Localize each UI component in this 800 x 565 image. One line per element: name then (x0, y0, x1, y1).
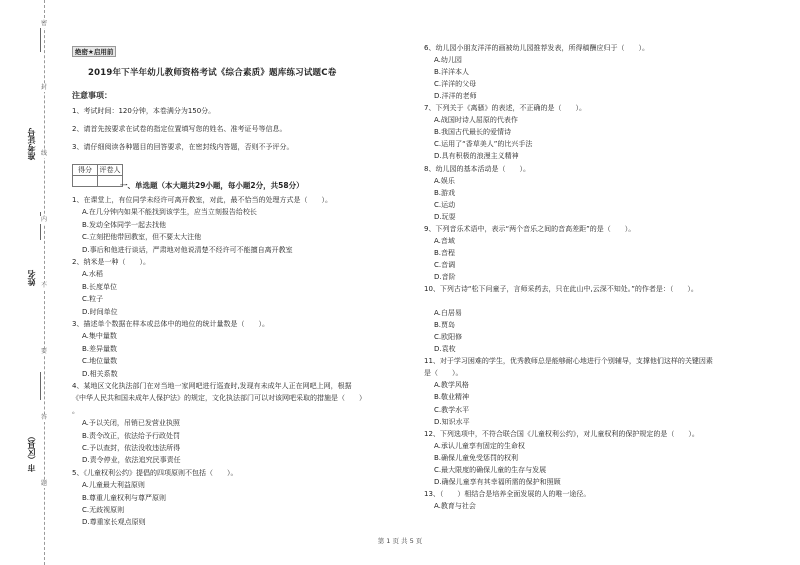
answer-option: B.音程 (434, 248, 456, 257)
page-footer: 第 1 页 共 5 页 (377, 537, 423, 545)
answer-option: B.差异量数 (82, 344, 118, 353)
question-line: 。 (72, 406, 79, 415)
answer-option: A.承认儿童享有固定的生命权 (434, 441, 525, 450)
district-label: 市（区县） (27, 432, 36, 472)
answer-option: B.贾岛 (434, 321, 456, 330)
question-line: 7、下列关于《离骚》的表述，不正确的是（ ）。 (424, 104, 586, 113)
answer-option: C.运用了“香草美人”的比兴手法 (434, 140, 533, 149)
question-line: 4、某地区文化执法部门在对当地一家网吧进行巡查时,发现有未成年人正在网吧上网，根据 (72, 382, 352, 390)
answer-option: D.尊重家长观点原则 (82, 518, 146, 527)
answer-option: C.立刻把他带回教室，但不要太大注他 (82, 233, 202, 242)
section-title: 一、单选题（本大题共29小题，每小题2分，共58分） (120, 181, 304, 190)
answer-option: D.相关系数 (82, 369, 118, 378)
answer-option: D.玩耍 (434, 212, 456, 221)
seal-char: 内 (38, 216, 50, 224)
answer-option: B.敬业精神 (434, 393, 470, 402)
question-line: 2、纳米是一种（ ）。 (72, 258, 150, 266)
question-line: 12、下列选项中，不符合联合国《儿童权利公约》，对儿童权利的保护规定的是（ ）。 (424, 429, 699, 438)
answer-option: A.音域 (434, 236, 455, 245)
answer-option: D.洋洋的老师 (434, 92, 477, 101)
answer-option: C.音调 (434, 260, 456, 269)
score-cell (73, 176, 98, 187)
notice-item: 1、考试时间：120分钟，本卷满分为150分。 (72, 107, 216, 115)
answer-option: C.洋洋的父母 (434, 80, 477, 89)
answer-option: A.予以关闭，吊销已发营业执照 (82, 419, 180, 428)
answer-option: A.儿童最大利益原则 (82, 481, 145, 490)
answer-option: B.尊重儿童权利与尊严原则 (82, 493, 167, 502)
answer-option: C.教学水平 (434, 405, 470, 414)
answer-option: B.确保儿童免受惩罚的权利 (434, 453, 519, 462)
answer-option: C.最大限度的确保儿童的生存与发展 (434, 465, 547, 474)
answer-option: C.欧阳修 (434, 333, 463, 342)
question-line: 3、描述单个数据在样本或总体中的地位的统计量数是（ ）。 (72, 320, 269, 328)
answer-option: D.确保儿童享有其幸福所需的保护和照顾 (434, 477, 561, 486)
binding-strip (0, 0, 58, 565)
answer-option: D.责令停业，依法追究民事责任 (82, 456, 181, 465)
question-line: 8、幼儿园的基本活动是（ ）。 (424, 164, 530, 173)
answer-option: C.予以查封，依法没收违法所得 (82, 444, 181, 452)
answer-option: D.知识水平 (434, 417, 470, 426)
answer-option: D.事后和他进行谈话，严肃地对他说清楚不经许可不能擅自离开教室 (82, 245, 293, 254)
question-line: 1、在课堂上，有位同学未经许可离开教室，对此，最不恰当的处理方式是（ ）。 (72, 196, 332, 204)
seal-char: 线 (38, 150, 50, 158)
score-box (72, 164, 123, 187)
answer-option: D.时间单位 (82, 307, 118, 316)
answer-option: D.袁枚 (434, 345, 456, 354)
seal-tick (40, 372, 41, 400)
score-cell-label: 得分 (73, 165, 98, 176)
answer-option: B.发动全体同学一起去找他 (82, 220, 167, 229)
notice-heading: 注意事项： (72, 91, 112, 100)
answer-option: C.运动 (434, 200, 456, 209)
answer-option: A.战国时诗人屈原的代表作 (434, 116, 518, 125)
seal-char: 不 (38, 282, 50, 290)
answer-option: B.游戏 (434, 188, 456, 197)
answer-option: A.水稻 (82, 270, 103, 279)
answer-option: C.粒子 (82, 295, 104, 304)
answer-option: A.教育与社会 (434, 501, 476, 510)
notice-item: 2、请首先按要求在试卷的指定位置填写您的姓名、准考证号等信息。 (72, 125, 287, 133)
question-line: 《中华人民共和国未成年人保护法》的规定，文化执法部门可以对该网吧采取的措施是（ ） (72, 394, 366, 403)
exam-id-label: 准考证号 (27, 128, 36, 160)
name-label: 姓名 (27, 270, 36, 286)
answer-option: A.娱乐 (434, 176, 455, 185)
answer-option: B.洋洋本人 (434, 68, 470, 77)
exam-title: 2019年下半年幼儿教师资格考试《综合素质》题库练习试题C卷 (88, 68, 337, 78)
question-line: 6、幼儿园小朋友洋洋的画被幼儿园推荐发表，所得稿酬应归于（ ）。 (424, 44, 649, 52)
answer-option: A.集中量数 (82, 332, 117, 341)
question-line: 13、（ ）相结合是培养全面发展的人的唯一途径。 (424, 489, 591, 498)
answer-option: B.我国古代最长的爱情诗 (434, 128, 512, 137)
answer-option: B.长度单位 (82, 282, 118, 291)
seal-char: 要 (38, 348, 50, 356)
answer-option: A.教学风格 (434, 381, 469, 390)
answer-option: A.在几分钟内如果不能找到该学生，应当立刻报告给校长 (82, 208, 257, 217)
question-line: 5、《儿童权利公约》提倡的四项原则不包括（ ）。 (72, 468, 238, 477)
answer-option: C.地位量数 (82, 357, 118, 366)
notice-item: 3、请仔细阅读各种题目的回答要求，在密封线内答题，否则不予评分。 (72, 143, 294, 151)
question-line: 11、对于学习困难的学生，优秀教师总是能够耐心地进行个别辅导，支撑他们这样的关键因素 (424, 357, 713, 366)
answer-option: C.无歧视原则 (82, 506, 125, 514)
seal-char: 封 (38, 84, 50, 92)
seal-tick (40, 24, 41, 52)
seal-char: 答 (38, 414, 50, 422)
grader-cell-label: 评卷人 (99, 166, 121, 174)
seal-char: 密 (38, 20, 50, 28)
answer-option: D.具有积极的浪漫主义精神 (434, 152, 519, 161)
question-line: 9、下列音乐术语中，表示“两个音乐之间的音高差距”的是（ ）。 (424, 224, 636, 233)
grader-cell (98, 176, 123, 187)
secret-badge: 绝密★启用前 (72, 46, 116, 57)
answer-option: D.音阶 (434, 272, 456, 281)
seal-char: 题 (38, 480, 50, 488)
question-line: 10、下列古诗“松下问童子，言师采药去，只在此山中,云深不知处。”的作者是：（ ）。 (424, 285, 698, 293)
question-line: 是（ ）。 (424, 369, 463, 378)
answer-option: A.白居易 (434, 309, 462, 318)
answer-option: B.责令改正，依法给予行政处罚 (82, 431, 181, 440)
answer-option: A.幼儿园 (434, 56, 462, 65)
